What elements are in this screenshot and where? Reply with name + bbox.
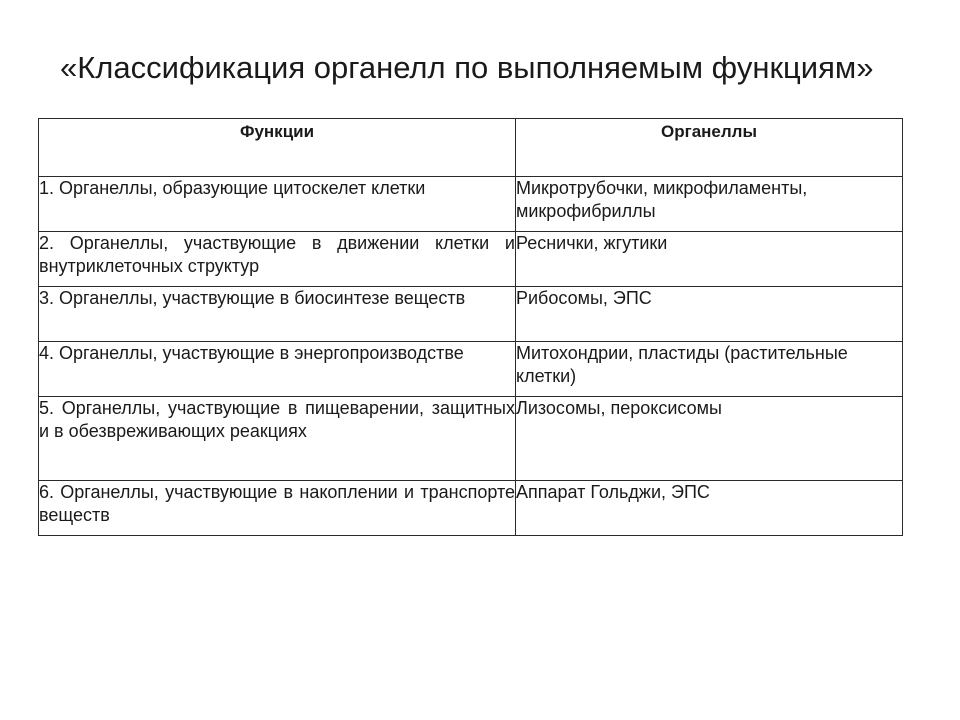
function-cell: 1. Органеллы, образующие цитоскелет клетки bbox=[39, 177, 516, 232]
organelles-cell: Митохондрии, пластиды (растительные клетки) bbox=[516, 342, 903, 397]
slide-title: «Классификация органелл по выполняемым функциям» bbox=[60, 50, 874, 85]
table-row bbox=[39, 397, 903, 481]
table-row bbox=[39, 287, 903, 342]
table-header-row bbox=[39, 119, 903, 177]
organelles-cell: Лизосомы, пероксисомы bbox=[516, 397, 903, 481]
organelles-cell: Реснички, жгутики bbox=[516, 232, 903, 287]
function-cell: 3. Органеллы, участвующие в биосинтезе веществ bbox=[39, 287, 516, 342]
organelles-cell: Рибосомы, ЭПС bbox=[516, 287, 903, 342]
organelle-classification-table bbox=[38, 118, 903, 536]
function-cell: 4. Органеллы, участвующие в энергопроизводстве bbox=[39, 342, 516, 397]
function-cell: 6. Органеллы, участвующие в накоплении и транспорте веществ bbox=[39, 481, 516, 536]
function-cell: 5. Органеллы, участвующие в пищеварении, защитных и в обезвреживающих реакциях bbox=[39, 397, 516, 481]
header-organelles: Органеллы bbox=[516, 119, 903, 177]
organelles-cell: Микротрубочки, микрофиламенты, микрофибриллы bbox=[516, 177, 903, 232]
table-row bbox=[39, 342, 903, 397]
table-row bbox=[39, 232, 903, 287]
table-row bbox=[39, 481, 903, 536]
function-cell: 2. Органеллы, участвующие в движении клетки и внутриклеточных структур bbox=[39, 232, 516, 287]
header-functions: Функции bbox=[39, 119, 516, 177]
table-row bbox=[39, 177, 903, 232]
organelles-cell: Аппарат Гольджи, ЭПС bbox=[516, 481, 903, 536]
